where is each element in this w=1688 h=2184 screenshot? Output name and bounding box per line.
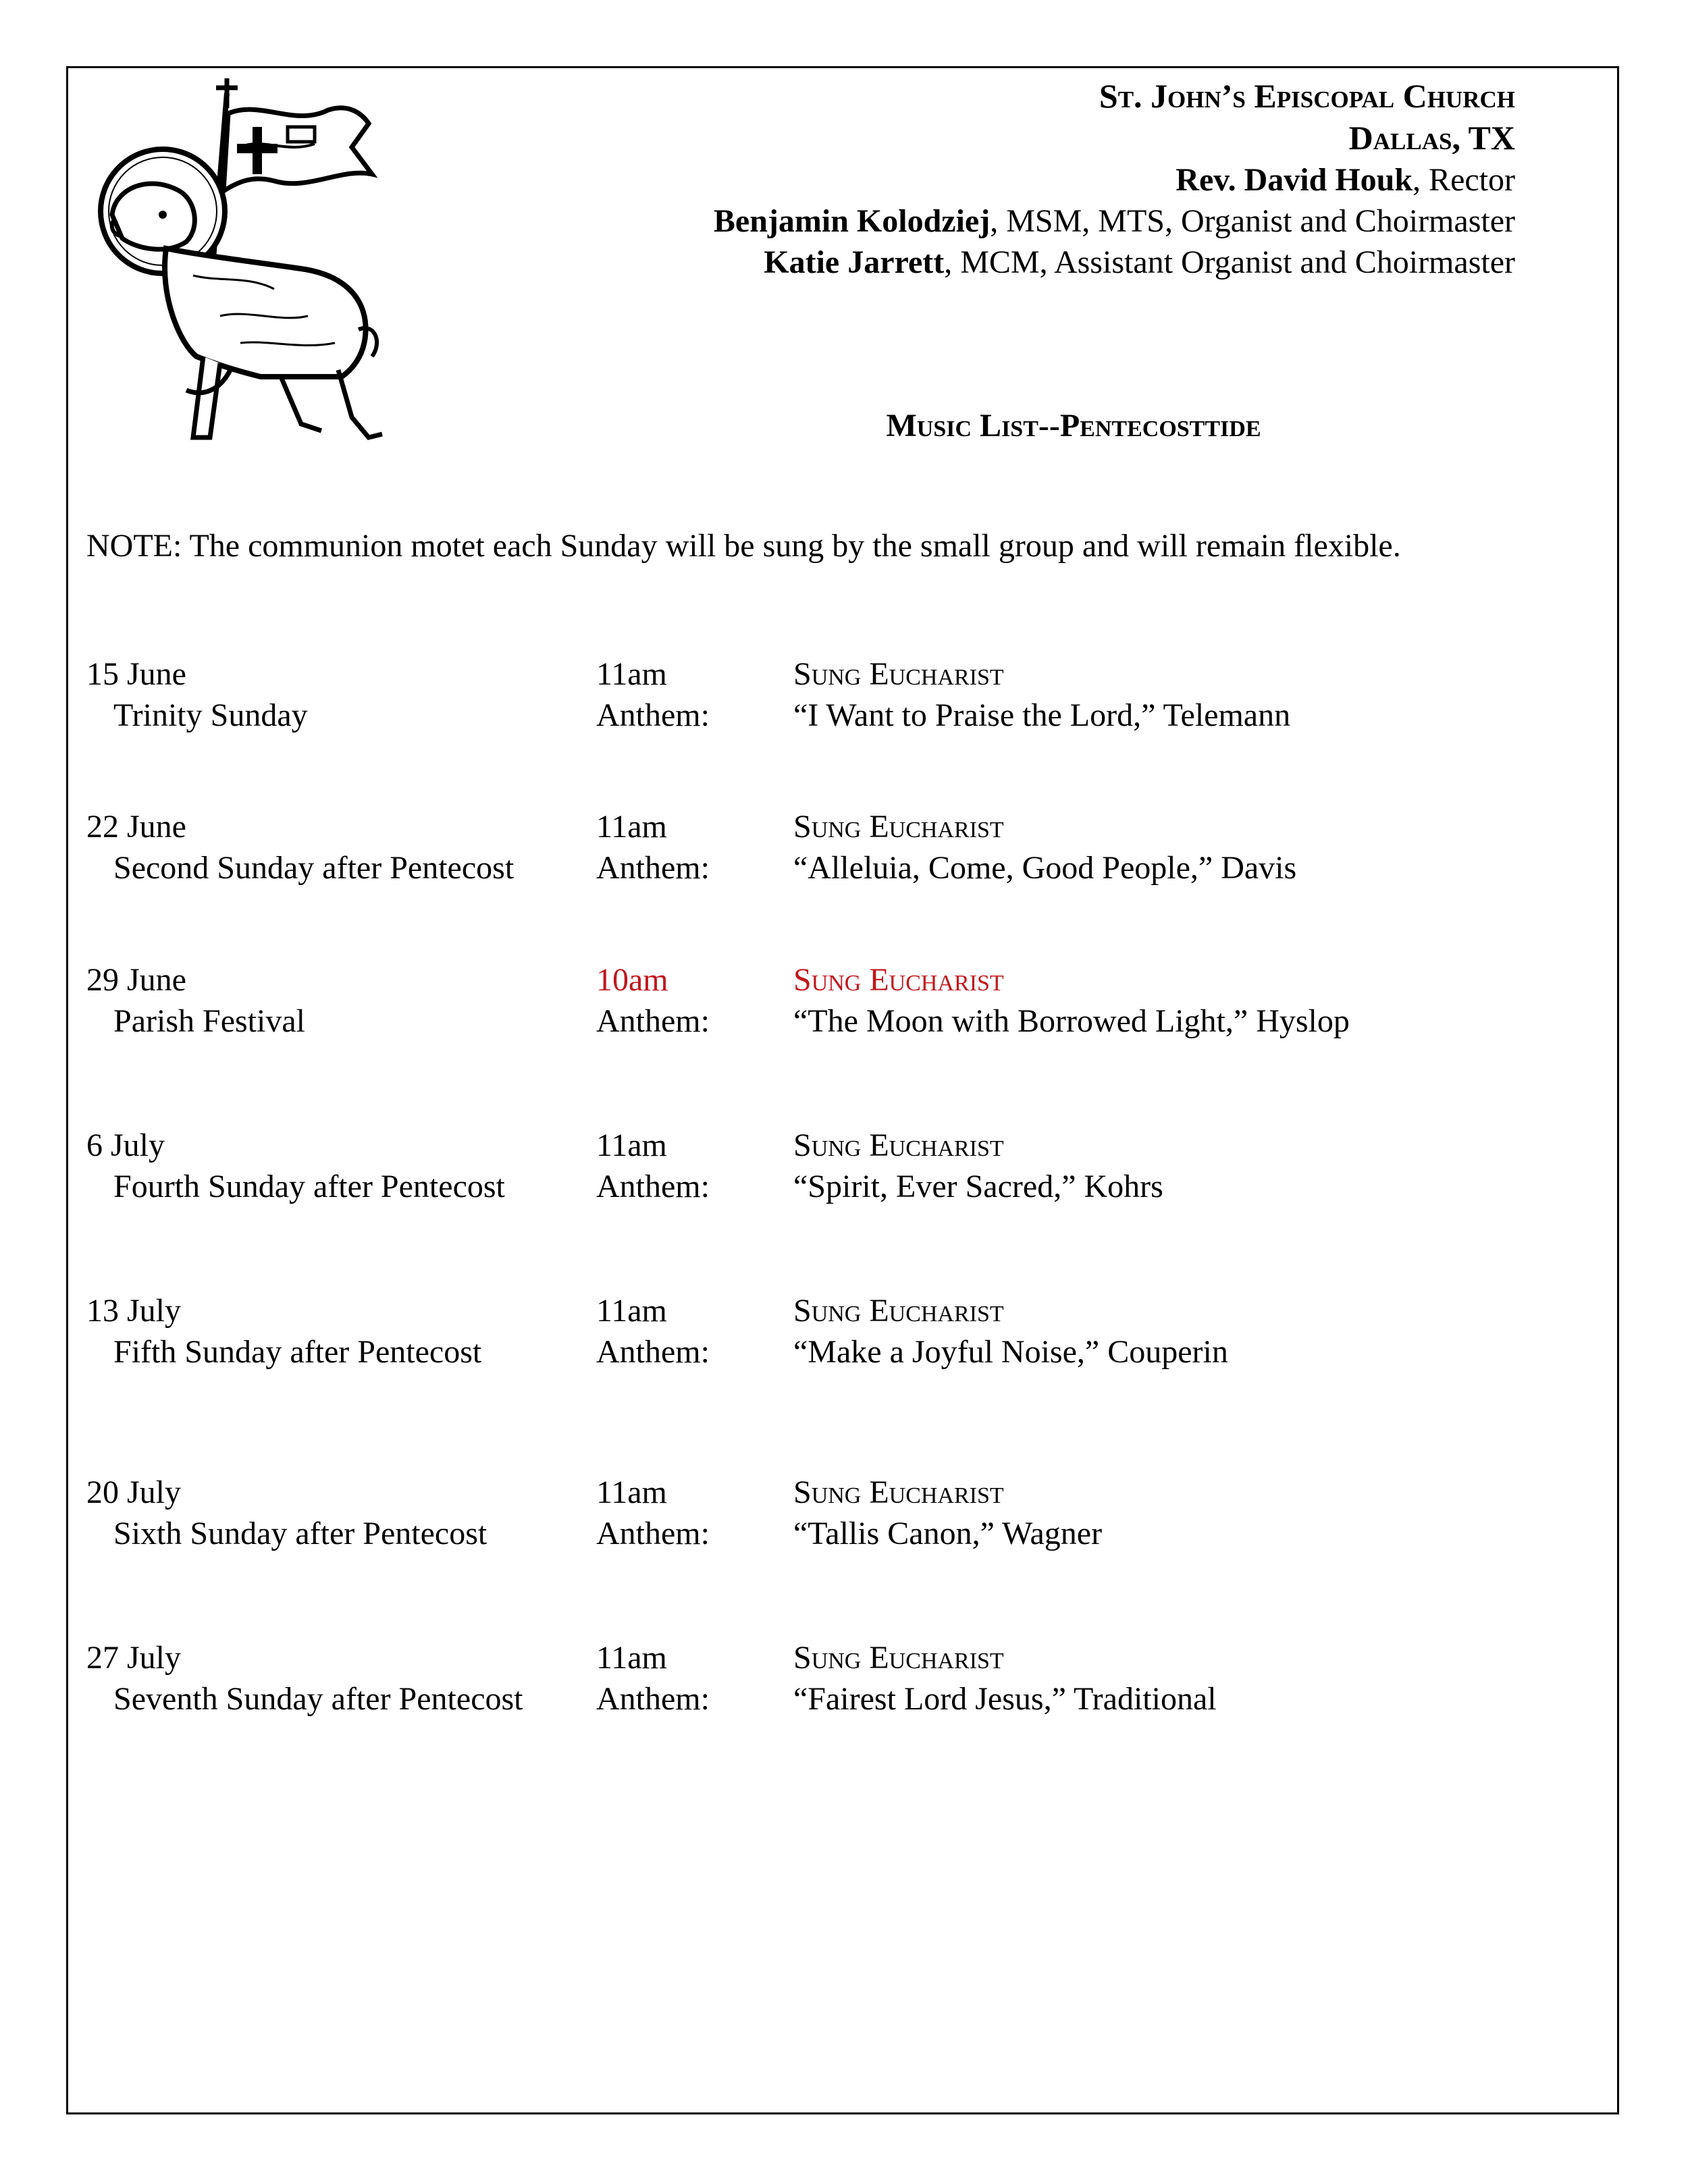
entry-date: 15 June — [86, 656, 186, 692]
entry-anthem: “Tallis Canon,” Wagner — [793, 1516, 1103, 1551]
organist-line: Benjamin Kolodziej, MSM, MTS, Organist and Choirmaster — [713, 203, 1515, 239]
entry-time: 11am — [596, 656, 667, 692]
entry-service: Sung Eucharist — [793, 656, 1004, 692]
entry-date: 20 July — [86, 1474, 182, 1510]
entry-date: 29 June — [86, 962, 186, 998]
entry-anthem: “Make a Joyful Noise,” Couperin — [793, 1334, 1228, 1370]
rector-line: Rev. David Houk, Rector — [1176, 162, 1515, 198]
anthem-label: Anthem: — [596, 1334, 710, 1370]
entry-time: 11am — [596, 1127, 667, 1163]
assistant-organist-line: Katie Jarrett, MCM, Assistant Organist and Choirmaster — [764, 244, 1515, 280]
anthem-label: Anthem: — [596, 1169, 710, 1204]
entry-anthem: “I Want to Praise the Lord,” Telemann — [793, 697, 1291, 733]
entry-time: 11am — [596, 1640, 667, 1676]
note-text: NOTE: The communion motet each Sunday will be sung by the small group and will remain flexible. — [86, 528, 1401, 564]
entry-service: Sung Eucharist — [793, 1474, 1004, 1510]
entry-service: Sung Eucharist — [793, 962, 1004, 998]
entry-occasion: Trinity Sunday — [113, 697, 308, 733]
entry-service: Sung Eucharist — [793, 1127, 1004, 1163]
anthem-label: Anthem: — [596, 1003, 710, 1039]
anthem-label: Anthem: — [596, 1681, 710, 1717]
entry-service: Sung Eucharist — [793, 1293, 1004, 1329]
entry-anthem: “Fairest Lord Jesus,” Traditional — [793, 1681, 1217, 1717]
entry-date: 22 June — [86, 809, 186, 845]
entry-date: 27 July — [86, 1640, 182, 1676]
church-name: St. John’s Episcopal Church — [1099, 77, 1515, 115]
church-header — [714, 76, 1515, 283]
page-title: Music List--Pentecosttide — [886, 408, 1261, 444]
entry-time: 11am — [596, 1474, 667, 1510]
entry-occasion: Second Sunday after Pentecost — [113, 850, 515, 886]
entry-time: 11am — [596, 1293, 667, 1329]
church-city: Dallas, TX — [1348, 119, 1515, 157]
entry-anthem: “The Moon with Borrowed Light,” Hyslop — [793, 1003, 1350, 1039]
lamb-with-banner-icon — [85, 73, 396, 451]
entry-time: 11am — [596, 809, 667, 845]
entry-time: 10am — [596, 962, 668, 998]
anthem-label: Anthem: — [596, 850, 710, 886]
entry-anthem: “Alleluia, Come, Good People,” Davis — [793, 850, 1297, 886]
entry-date: 13 July — [86, 1293, 182, 1329]
entry-date: 6 July — [86, 1127, 165, 1163]
entry-occasion: Seventh Sunday after Pentecost — [113, 1681, 523, 1717]
entry-occasion: Sixth Sunday after Pentecost — [113, 1516, 487, 1551]
anthem-label: Anthem: — [596, 1516, 710, 1551]
entry-occasion: Fifth Sunday after Pentecost — [113, 1334, 482, 1370]
entry-anthem: “Spirit, Ever Sacred,” Kohrs — [793, 1169, 1163, 1204]
entry-service: Sung Eucharist — [793, 809, 1004, 845]
entry-occasion: Parish Festival — [113, 1003, 305, 1039]
anthem-label: Anthem: — [596, 697, 710, 733]
entry-occasion: Fourth Sunday after Pentecost — [113, 1169, 505, 1204]
entry-service: Sung Eucharist — [793, 1640, 1004, 1676]
